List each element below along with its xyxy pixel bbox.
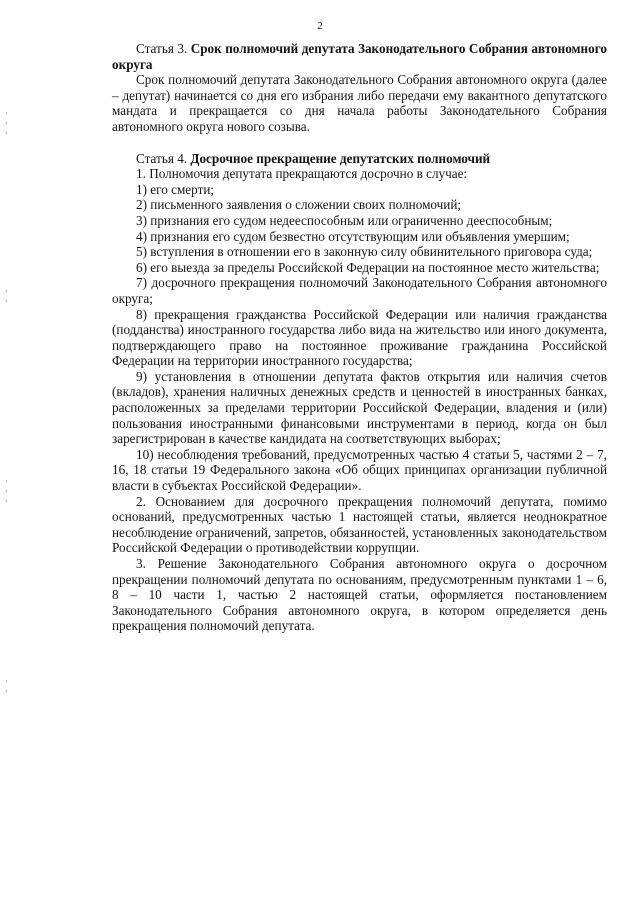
- scan-edge-marks: [6, 0, 10, 905]
- article-4-paragraph: 5) вступления в отношении его в законную силу обвинительного приговора суда;: [136, 244, 593, 260]
- article-4-paragraph: 2. Основанием для досрочного прекращения полномочий депутата, помимо оснований, предусмотренных частью 1 настоящей статьи, является неоднократное несоблюдение ограничений, запретов, обязанностей, установленных законодательством Российской Федерации о противодействии коррупции.: [112, 493, 607, 556]
- article-4-paragraph: 2) письменного заявления о сложении своих полномочий;: [136, 197, 462, 213]
- article-3-heading: [112, 41, 607, 72]
- section-gap: [112, 135, 607, 151]
- article-4-paragraph: 10) несоблюдения требований, предусмотренных частью 4 статьи 5, частями 2 – 7, 16, 18 статьи 19 Федерального закона «Об общих принципах организации публичной власти в субъектах Российской Федерации».: [112, 446, 607, 494]
- page-number: 2: [317, 20, 323, 32]
- article-3-paragraph: Срок полномочий депутата Законодательного Собрания автономного округа (далее – депутат) начинается со дня его избрания либо передачи ему вакантного депутатского мандата и прекращается со дня начала работы Законодательного Собрания автономного округа нового созыва.: [112, 72, 607, 134]
- article-4-label: Статья 4.: [136, 150, 188, 166]
- article-4-paragraph: 6) его выезда за пределы Российской Федерации на постоянное место жительства;: [136, 259, 600, 275]
- article-3-label: Статья 3.: [136, 41, 188, 56]
- article-4-heading: [112, 151, 607, 167]
- document-body: [112, 41, 607, 634]
- article-4-paragraph: 1) его смерти;: [136, 181, 215, 197]
- article-3-title: Срок полномочий депутата Законодательного Собрания автономного округа: [112, 41, 607, 72]
- article-4-paragraph: 7) досрочного прекращения полномочий Законодательного Собрания автономного округа;: [112, 275, 607, 306]
- article-4-paragraph: 8) прекращения гражданства Российской Федерации или наличия гражданства (подданства) иностранного государства либо вида на жительство или иного документа, подтверждающего право на постоянное проживание гражданина Российской Федерации на территории иностранного государства;: [112, 306, 607, 369]
- article-4-paragraph: 1. Полномочия депутата прекращаются досрочно в случае:: [136, 166, 468, 182]
- article-4-paragraph: 3. Решение Законодательного Собрания автономного округа о досрочном прекращении полномочий депутата по основаниям, предусмотренным пунктами 1 – 6, 8 – 10 части 1, частью 2 настоящей статьи, оформляется постановлением Законодательного Собрания автономного округа, в котором определяется день прекращения полномочий депутата.: [112, 556, 607, 634]
- article-4-paragraph: 4) признания его судом безвестно отсутствующим или объявления умершим;: [136, 228, 570, 244]
- article-4-paragraph: 9) установления в отношении депутата фактов открытия или наличия счетов (вкладов), хранения наличных денежных средств и ценностей в иностранных банках, расположенных за пределами территории Российской Федерации, владения и (или) пользования иностранными финансовыми инструментами в период, когда он был зарегистрирован в качестве кандидата на соответствующих выборах;: [112, 368, 607, 447]
- article-4-title: Досрочное прекращение депутатских полномочий: [190, 150, 491, 166]
- article-4-paragraph: 3) признания его судом недееспособным или ограниченно дееспособным;: [136, 212, 553, 228]
